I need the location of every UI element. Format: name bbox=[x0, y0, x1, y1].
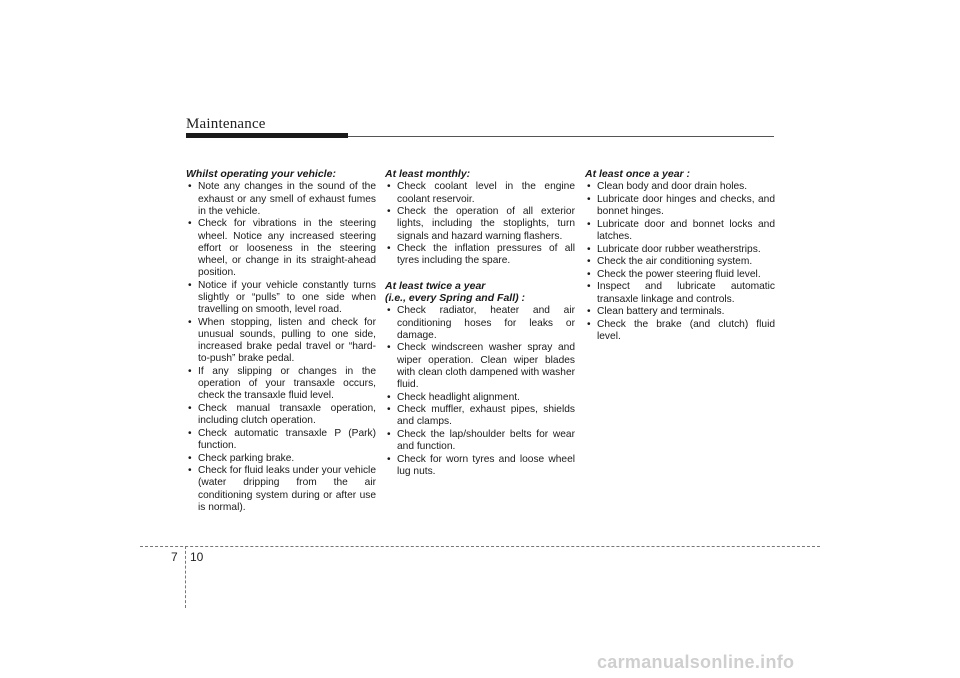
list-item: • Check the brake (and clutch) fluid level. bbox=[585, 319, 775, 343]
list-item: • Check windscreen washer spray and wiper operation. Clean wiper blades with clean cloth dampened with washer fluid. bbox=[385, 342, 575, 391]
chapter-number: 7 bbox=[171, 550, 178, 564]
list-item: • Check manual transaxle operation, including clutch operation. bbox=[186, 403, 376, 427]
list-item: • Lubricate door rubber weatherstrips. bbox=[585, 244, 775, 256]
list-item: • When stopping, listen and check for unusual sounds, pulling to one side, increased brake pedal travel or “hard-to-push” brake pedal. bbox=[186, 317, 376, 366]
list-item: • Check the lap/shoulder belts for wear and function. bbox=[385, 429, 575, 453]
footer-divider bbox=[185, 546, 186, 608]
column-3 bbox=[585, 168, 775, 344]
list-item: • Check for worn tyres and loose wheel lug nuts. bbox=[385, 454, 575, 478]
column-2 bbox=[385, 168, 575, 479]
list-item: • Lubricate door and bonnet locks and latches. bbox=[585, 219, 775, 243]
column-1 bbox=[186, 168, 376, 514]
checklist bbox=[585, 181, 775, 343]
list-item: • Clean battery and terminals. bbox=[585, 306, 775, 318]
list-item: • Check headlight alignment. bbox=[385, 392, 575, 404]
section-heading: At least monthly: bbox=[385, 168, 471, 180]
list-item: • Check for fluid leaks under your vehicle (water dripping from the air conditioning system during or after use is normal). bbox=[186, 465, 376, 514]
checklist bbox=[385, 181, 575, 267]
list-item: • Check coolant level in the engine coolant reservoir. bbox=[385, 181, 575, 205]
section-heading: Whilst operating your vehicle: bbox=[186, 168, 336, 180]
list-item: • Notice if your vehicle constantly turns slightly or “pulls” to one side when travelling on smooth, level road. bbox=[186, 280, 376, 317]
list-item: • Note any changes in the sound of the exhaust or any smell of exhaust fumes in the vehicle. bbox=[186, 181, 376, 218]
list-item: • Check the inflation pressures of all tyres including the spare. bbox=[385, 243, 575, 267]
section-title: Maintenance bbox=[186, 116, 266, 132]
footer-rule bbox=[140, 546, 820, 547]
list-item: • Check the power steering fluid level. bbox=[585, 269, 775, 281]
header-rule bbox=[348, 136, 774, 137]
watermark: carmanualsonline.info bbox=[597, 652, 795, 672]
list-item: • Check for vibrations in the steering wheel. Notice any increased steering effort or looseness in the steering wheel, or change in its straight-ahead position. bbox=[186, 218, 376, 279]
list-item: • Check parking brake. bbox=[186, 453, 376, 465]
list-item: • Inspect and lubricate automatic transaxle linkage and controls. bbox=[585, 281, 775, 305]
checklist bbox=[385, 305, 575, 478]
list-item: • Clean body and door drain holes. bbox=[585, 181, 775, 193]
section-heading: At least once a year : bbox=[585, 168, 691, 180]
list-item: • Lubricate door hinges and checks, and bonnet hinges. bbox=[585, 194, 775, 218]
section-heading: At least twice a year (i.e., every Spring and Fall) : bbox=[385, 279, 526, 305]
list-item: • Check radiator, heater and air conditioning hoses for leaks or damage. bbox=[385, 305, 575, 342]
checklist bbox=[186, 181, 376, 514]
list-item: • If any slipping or changes in the operation of your transaxle occurs, check the transaxle fluid level. bbox=[186, 366, 376, 403]
page-number: 10 bbox=[190, 550, 204, 564]
header-bar bbox=[186, 133, 348, 138]
list-item: • Check the operation of all exterior lights, including the stoplights, turn signals and hazard warning flashers. bbox=[385, 206, 575, 243]
list-item: • Check muffler, exhaust pipes, shields and clamps. bbox=[385, 404, 575, 428]
list-item: • Check automatic transaxle P (Park) function. bbox=[186, 428, 376, 452]
list-item: • Check the air conditioning system. bbox=[585, 256, 775, 268]
